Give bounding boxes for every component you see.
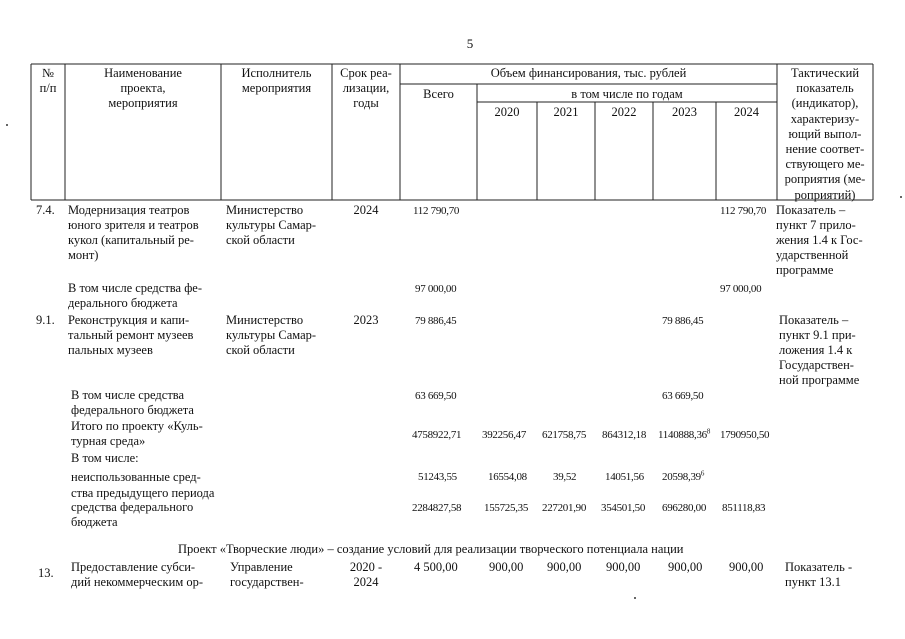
row-9-1-executor: Министерство культуры Самар- ской области bbox=[226, 313, 317, 357]
row-13-executor: Управление государствен- bbox=[230, 560, 304, 589]
header-num: № п/п bbox=[39, 66, 57, 95]
fed-2022: 354501,50 bbox=[601, 502, 646, 514]
unused-total: 51243,55 bbox=[418, 471, 457, 483]
row-13-2022: 900,00 bbox=[606, 560, 641, 574]
unused-2023-footnote: 6 bbox=[700, 469, 705, 478]
fed-2023: 696280,00 bbox=[662, 502, 707, 514]
itogo-2023-value: 1140888,36 bbox=[658, 429, 707, 441]
fed-2024: 851118,83 bbox=[722, 502, 766, 514]
row-9-1-federal-total: 63 669,50 bbox=[415, 390, 457, 402]
row-13-num: 13. bbox=[38, 566, 54, 580]
scan-speck bbox=[6, 124, 8, 126]
row-13-name: Предоставление субси- дий некоммерческим ор- bbox=[71, 560, 204, 589]
row-13-term: 2020 - 2024 bbox=[349, 560, 383, 589]
header-year-2021: 2021 bbox=[553, 105, 579, 119]
itogo-2020: 392256,47 bbox=[482, 429, 527, 441]
vtch-label: В том числе: bbox=[71, 451, 139, 465]
itogo-2023-footnote: 8 bbox=[706, 427, 711, 436]
row-7-4-executor: Министерство культуры Самар- ской области bbox=[226, 203, 317, 247]
row-13-total: 4 500,00 bbox=[414, 560, 458, 574]
row-7-4-federal-2024: 97 000,00 bbox=[720, 283, 762, 295]
row-9-1-name: Реконструкция и капи- тальный ремонт музеев пальных музеев bbox=[68, 313, 194, 357]
scan-speck bbox=[634, 597, 636, 599]
row-9-1-num: 9.1. bbox=[36, 313, 55, 327]
row-13-2023: 900,00 bbox=[668, 560, 703, 574]
row-13-2020: 900,00 bbox=[489, 560, 524, 574]
unused-2020: 16554,08 bbox=[488, 471, 527, 483]
header-total: Всего bbox=[423, 87, 454, 101]
row-7-4-indicator: Показатель – пункт 7 прило- жения 1.4 к Гос- ударственной программе bbox=[776, 203, 863, 277]
itogo-2022: 864312,18 bbox=[602, 429, 647, 441]
header-year-2024: 2024 bbox=[734, 105, 759, 119]
project-title: Проект «Творческие люди» – создание условий для реализации творческого потенциала нации bbox=[178, 542, 684, 556]
header-year-2023: 2023 bbox=[672, 105, 697, 119]
row-7-4-name: Модернизация театров юного зрителя и театров кукол (капитальный ре- монт) bbox=[68, 203, 199, 262]
row-7-4-federal-name: В том числе средства фе- дерального бюджета bbox=[68, 281, 203, 310]
row-7-4-num: 7.4. bbox=[36, 203, 55, 217]
fed-2021: 227201,90 bbox=[542, 502, 587, 514]
row-9-1-federal-2023: 63 669,50 bbox=[662, 390, 704, 402]
unused-name: неиспользованные сред- ства предыдущего периода bbox=[71, 470, 215, 500]
header-indicator: Тактический показатель (индикатор), характеризу- ющий выпол- нение соответ- ствующего ме- роприятия (ме- роприятий) bbox=[784, 66, 866, 202]
unused-2022: 14051,56 bbox=[605, 471, 644, 483]
itogo-total: 4758922,71 bbox=[412, 429, 462, 441]
row-9-1-total: 79 886,45 bbox=[415, 315, 457, 327]
header-year-2022: 2022 bbox=[611, 105, 637, 119]
row-13-indicator: Показатель - пункт 13.1 bbox=[785, 560, 853, 589]
row-7-4-2024: 112 790,70 bbox=[720, 205, 767, 217]
fed-2020: 155725,35 bbox=[484, 502, 529, 514]
header-term: Срок реа- лизации, годы bbox=[340, 66, 392, 110]
fed-name: средства федерального бюджета bbox=[71, 500, 194, 529]
unused-2023 bbox=[662, 470, 704, 485]
header-executor: Исполнитель мероприятия bbox=[241, 66, 312, 95]
unused-2023-value: 20598,39 bbox=[662, 471, 701, 483]
row-13-2024: 900,00 bbox=[729, 560, 764, 574]
row-9-1-federal-name: В том числе средства федерального бюджета bbox=[71, 388, 194, 417]
itogo-name: Итого по проекту «Куль- турная среда» bbox=[71, 419, 203, 448]
row-9-1-2023: 79 886,45 bbox=[662, 315, 704, 327]
row-9-1-indicator: Показатель – пункт 9.1 при- ложения 1.4 к Государствен- ной программе bbox=[779, 313, 860, 387]
itogo-2023 bbox=[658, 428, 710, 443]
page-number: 5 bbox=[466, 36, 474, 51]
scan-speck bbox=[900, 196, 902, 198]
row-7-4-term: 2024 bbox=[353, 203, 379, 217]
itogo-2024: 1790950,50 bbox=[720, 429, 770, 441]
header-name: Наименование проекта, мероприятия bbox=[104, 66, 182, 110]
itogo-2021: 621758,75 bbox=[542, 429, 587, 441]
header-funding: Объем финансирования, тыс. рублей bbox=[490, 66, 687, 80]
fed-total: 2284827,58 bbox=[412, 502, 462, 514]
row-7-4-total: 112 790,70 bbox=[413, 205, 460, 217]
header-year-2020: 2020 bbox=[494, 105, 520, 119]
row-9-1-term: 2023 bbox=[353, 313, 379, 327]
header-by-years: в том числе по годам bbox=[571, 87, 683, 101]
row-13-2021: 900,00 bbox=[547, 560, 582, 574]
row-7-4-federal-total: 97 000,00 bbox=[415, 283, 457, 295]
unused-2021: 39,52 bbox=[553, 471, 577, 483]
